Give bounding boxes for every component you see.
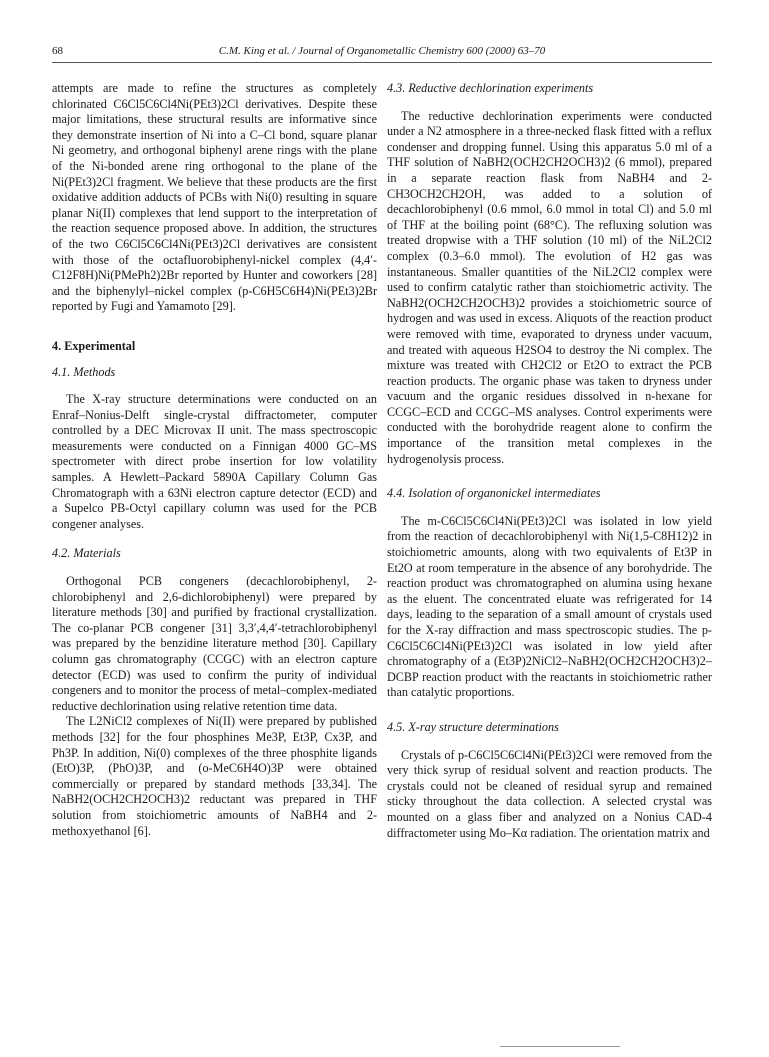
subsection-heading-reductive: 4.3. Reductive dechlorination experiments <box>387 81 594 95</box>
paragraph-methods: The X-ray structure determinations were conducted on an Enraf–Nonius-Delft single-crystal diffractometer, computer controlled by a DEC Microvax II unit. The mass spectroscopic measurements were conducted on a Finnigan 4000 GC–MS spectrometer with direct probe insertion for low volatility samples. A Hewlett–Packard 5890A Capillary Column Gas Chromatograph with a 63Ni electron capture detector (ECD) and a Supelco PB-Octyl capillary column was used for the PCB congener analyses. <box>52 392 377 531</box>
running-header <box>52 45 712 61</box>
paragraph-materials-2: The L2NiCl2 complexes of Ni(II) were prepared by published methods [32] for the four phosphines Me3P, Et3P, Cx3P, and Ph3P. In addition, Ni(0) complexes of the three phosphite ligands (EtO)3P, (PhO)3P, and (o-MeC6H4O)3P were obtained commercially or prepared by standard methods [33,34]. The NaBH2(OCH2CH2OCH3)2 reductant was prepared in THF solution from stoichiometric amounts of NaBH4 and 2-methoxyethanol [6]. <box>52 714 377 838</box>
paragraph-isolation: The m-C6Cl5C6Cl4Ni(PEt3)2Cl was isolated in low yield from the reaction of decachlorobiphenyl with Ni(1,5-C8H12)2 in stoichiometric amounts, along with two equivalents of Et3P in Et2O at room temperature in the absence of any borohydride. The reaction product was chromatographed on alumina using hexane as the eluent. The concentrated eluate was refrigerated for 14 days, leading to the separation of a small amount of crystals used for the X-ray diffraction and mass spectroscopic studies. The p-C6Cl5C6Cl4Ni(PEt3)2Cl was isolated in low yield after chromatography of a (Et3P)2NiCl2–NaBH2(OCH2CH2OCH3)2–DCBP reaction product with the reactants in stoichiometric rather than catalytic proportions. <box>387 513 712 700</box>
subsection-heading-methods: 4.1. Methods <box>52 364 116 379</box>
section-heading-experimental: 4. Experimental <box>52 338 136 353</box>
right-column <box>387 81 712 841</box>
paragraph-intro: attempts are made to refine the structures as completely chlorinated C6Cl5C6Cl4Ni(PEt3)2Cl derivatives. Despite these major limitations, these structural results are informative since they demonstrate insertion of Ni into a C–Cl bond, square planar Ni geometry, and orthogonal biphenyl arene rings with the plane of the Ni-bonded arene ring orthogonal to the plane of the Ni(PEt3)2Cl fragment. We believe that these products are the first oxidative addition adducts of PCBs with Ni(0) resulting in square planar Ni(II) complexes that lend support to the interpretation of the reaction sequence proposed above. In addition, the structures of the two C6Cl5C6Cl4Ni(PEt3)2Cl derivatives are consistent with those of the octafluorobiphenyl-nickel complex (4,4′-C12F8H)Ni(PMePh2)2Br reported by Hunter and coworkers [28] and the biphenylyl–nickel complex (p-C6H5C6H4)Ni(PEt3)2Br reported by Fugi and Yamamoto [29]. <box>52 81 377 314</box>
paragraph-reductive: The reductive dechlorination experiments were conducted under a N2 atmosphere in a three-necked flask fitted with a reflux condenser and dropping funnel. Using this apparatus 5.0 ml of a THF solution of NaBH2(OCH2CH2OCH3)2 (6 mmol), prepared in a separate reaction flask from NaBH4 and 2-CH3OCH2CH2OH, was added to a solution of decachlorobiphenyl (0.6 mmol, 6.0 mmol in total Cl) and 5.0 ml of THF at the boiling point (68°C). The refluxing solution was treated dropwise with a THF solution (10 ml) of the NiL2Cl2 complex (0.3–6.0 mmol). The evolution of H2 gas was instantaneous. Smaller quantities of the NiL2Cl2 complex were used to confirm catalytic rather than stoichiometric activity. The NaBH2(OCH2CH2OCH3)2 provides a stoichiometric source of hydrogen and was used in excess. Aliquots of the reaction product were removed with time, evaporated to dryness under vacuum, and treated with aqueous H2SO4 to destroy the Ni complex. The mixture was treated with CH2Cl2 or Et2O to extract the PCB reaction products. The organic phase was taken to dryness under vacuum and the organic residues dissolved in n-hexane for CCGC–ECD and CCGC–MS analyses. Control experiments were conducted with the borohydride reagent alone to confirm the importance of the transition metal complexes in the hydrogenolysis process. <box>387 108 712 466</box>
subsection-heading-xray: 4.5. X-ray structure determinations <box>387 719 559 734</box>
subsection-heading-materials: 4.2. Materials <box>52 546 121 561</box>
page-number: 68 <box>52 45 63 57</box>
paragraph-materials-1: Orthogonal PCB congeners (decachlorobiphenyl, 2-chlorobiphenyl and 2,6-dichlorobiphenyl) were prepared by literature methods [30] and purified by fractional crystallization. The co-planar PCB congener [31] 3,3′,4,4′-tetrachlorobiphenyl was prepared by the benzidine literature method [30]. Capillary column gas chromatography (CCGC) with an electron capture detector (ECD) was used to confirm the purity of individual congeners and to monitor the process of metal–complex-mediated reductive dechlorination using relative retention time data. <box>52 574 377 713</box>
paragraph-xray: Crystals of p-C6Cl5C6Cl4Ni(PEt3)2Cl were removed from the very thick syrup of residual solvent and reaction products. The crystals could not be cleaned of residual syrup and remained sticky throughout the data collection. A selected crystal was mounted on a glass fiber and analyzed on a Nonius CAD-4 diffractometer using Mo–Kα radiation. The orientation matrix and <box>387 747 712 840</box>
journal-reference: C.M. King et al. / Journal of Organometallic Chemistry 600 (2000) 63–70 <box>218 45 546 57</box>
left-column <box>52 81 377 839</box>
footer-rule <box>500 1046 620 1047</box>
header-rule <box>52 62 712 63</box>
subsection-heading-isolation: 4.4. Isolation of organonickel intermediates <box>387 486 601 501</box>
